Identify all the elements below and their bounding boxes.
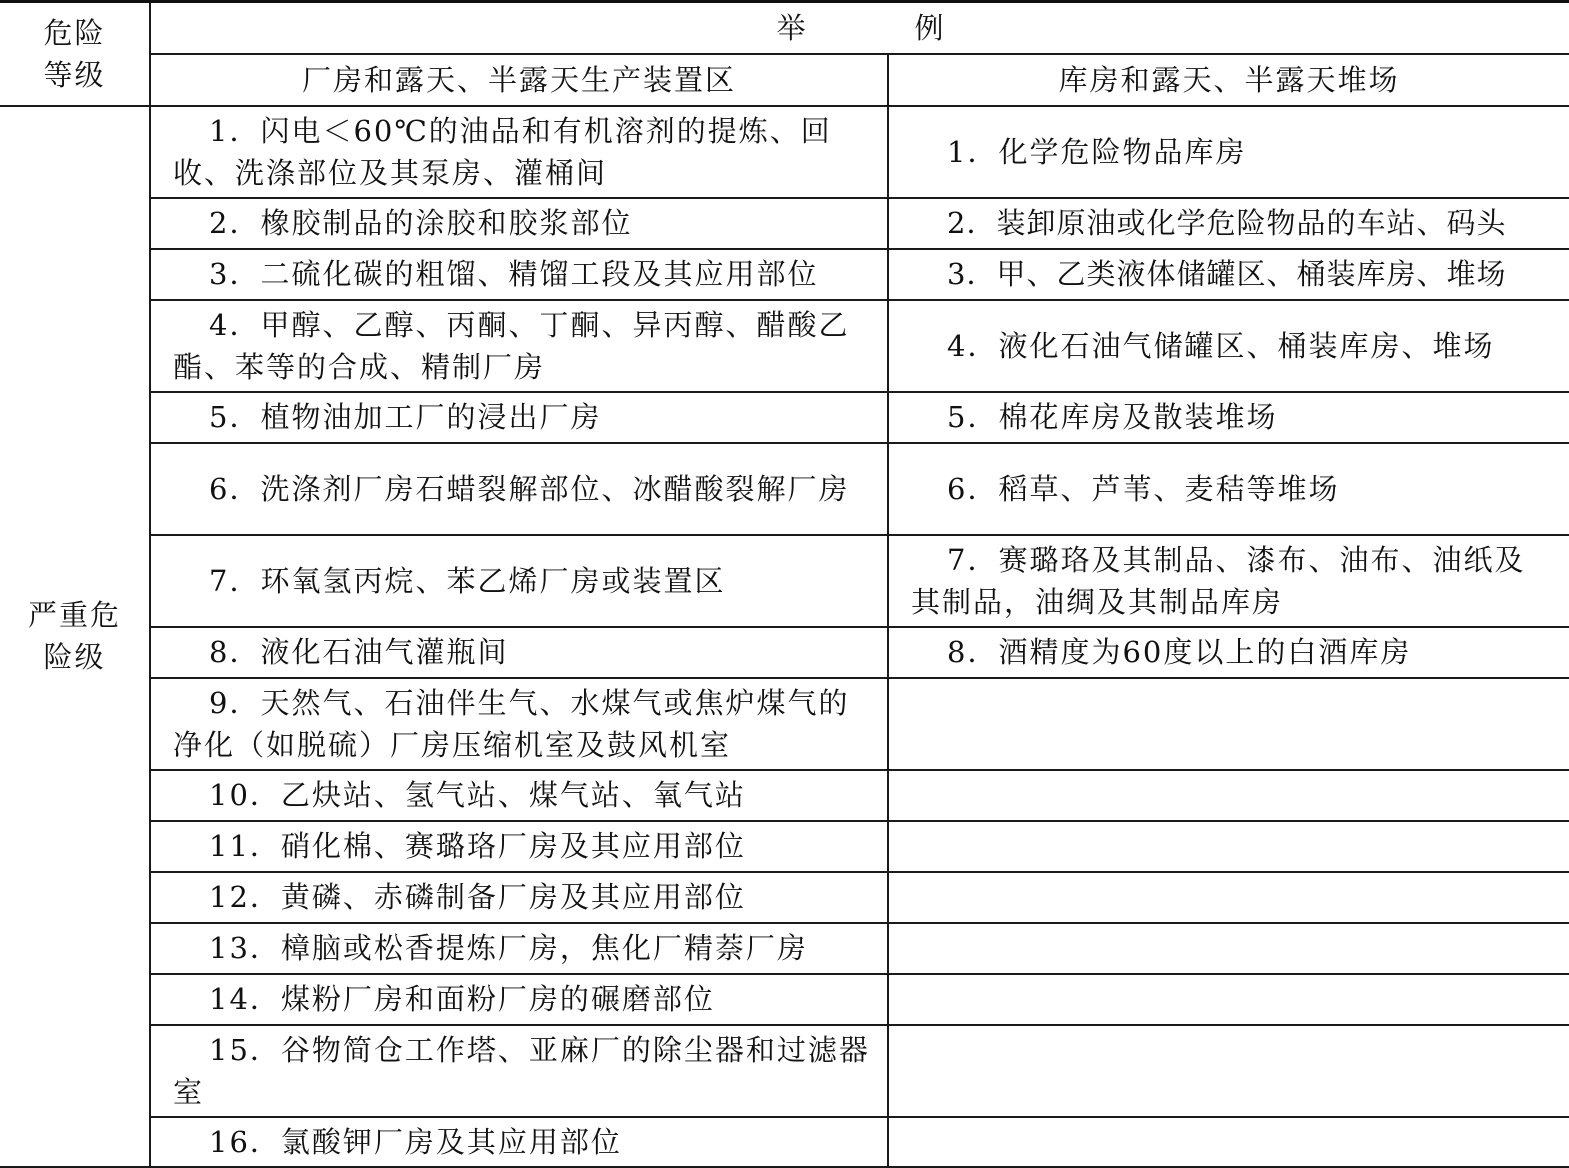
left-cell <box>150 1025 888 1117</box>
table-row <box>0 770 1569 821</box>
left-cell <box>150 249 888 300</box>
left-cell <box>150 923 888 974</box>
header-row-2 <box>0 54 1569 106</box>
right-cell-text: 1．化学危险物品库房 <box>947 134 1247 169</box>
right-cell <box>888 300 1569 392</box>
right-cell <box>888 770 1569 821</box>
level-header-cell <box>0 2 150 106</box>
left-cell <box>150 106 888 198</box>
left-cell <box>150 443 888 535</box>
left-cell <box>150 198 888 249</box>
left-cell-text: 3．二硫化碳的粗馏、精馏工段及其应用部位 <box>209 257 819 291</box>
right-cell <box>888 392 1569 443</box>
table-row <box>0 443 1569 535</box>
right-cell <box>888 106 1569 198</box>
table-row <box>0 1025 1569 1117</box>
left-cell <box>150 678 888 770</box>
right-cell <box>888 974 1569 1025</box>
table-row <box>0 1117 1569 1167</box>
left-cell <box>150 770 888 821</box>
right-cell <box>888 249 1569 300</box>
table-row <box>0 106 1569 198</box>
right-cell <box>888 535 1569 627</box>
right-cell-text: 6．稻草、芦苇、麦秸等堆场 <box>947 471 1340 506</box>
table-row <box>0 300 1569 392</box>
left-cell-text: 7．环氧氢丙烷、苯乙烯厂房或装置区 <box>209 563 726 598</box>
left-cell-text: 9．天然气、石油伴生气、水煤气或焦炉煤气的净化（如脱硫）厂房压缩机室及鼓风机室 <box>173 685 850 762</box>
left-cell-text: 15．谷物简仓工作塔、亚麻厂的除尘器和过滤器室 <box>173 1032 870 1109</box>
left-cell <box>150 872 888 923</box>
right-cell <box>888 923 1569 974</box>
right-cell-text: 4．液化石油气储罐区、桶装库房、堆场 <box>947 328 1495 363</box>
right-cell <box>888 821 1569 872</box>
left-cell <box>150 627 888 678</box>
left-cell-text: 2．橡胶制品的涂胶和胶浆部位 <box>209 206 633 240</box>
right-cell-text: 7．赛璐珞及其制品、漆布、油布、油纸及其制品，油绸及其制品库房 <box>911 542 1526 619</box>
level-value-text: 严重危险级 <box>27 598 121 674</box>
left-cell <box>150 392 888 443</box>
left-cell-text: 4．甲醇、乙醇、丙酮、丁酮、异丙醇、醋酸乙酯、苯等的合成、精制厂房 <box>173 307 850 384</box>
table-row <box>0 535 1569 627</box>
table-row <box>0 627 1569 678</box>
left-cell-text: 8．液化石油气灌瓶间 <box>209 635 509 669</box>
table-row <box>0 821 1569 872</box>
table-row <box>0 678 1569 770</box>
left-cell-text: 5．植物油加工厂的浸出厂房 <box>209 400 602 434</box>
right-cell-text: 2．装卸原油或化学危险物品的车站、码头 <box>947 206 1507 240</box>
left-cell-text: 14．煤粉厂房和面粉厂房的碾磨部位 <box>209 982 715 1016</box>
left-cell <box>150 821 888 872</box>
level-value-cell <box>0 106 150 1167</box>
right-cell-text: 5．棉花库房及散装堆场 <box>947 400 1278 434</box>
header-row-1 <box>0 2 1569 54</box>
col-left-header-cell <box>150 54 888 106</box>
table-row <box>0 872 1569 923</box>
right-cell <box>888 1117 1569 1167</box>
left-cell-text: 10．乙炔站、氢气站、煤气站、氧气站 <box>209 778 746 812</box>
example-header-text: 举 例 <box>776 10 984 45</box>
right-cell <box>888 872 1569 923</box>
table-row <box>0 249 1569 300</box>
left-cell-text: 11．硝化棉、赛璐珞厂房及其应用部位 <box>209 829 746 863</box>
left-cell <box>150 974 888 1025</box>
table-row <box>0 974 1569 1025</box>
col-right-header-cell <box>888 54 1569 106</box>
table-row <box>0 392 1569 443</box>
right-cell <box>888 678 1569 770</box>
table-row <box>0 198 1569 249</box>
col-right-header-text: 库房和露天、半露天堆场 <box>1058 62 1400 97</box>
right-cell <box>888 627 1569 678</box>
left-cell <box>150 535 888 627</box>
left-cell <box>150 1117 888 1167</box>
left-cell-text: 6．洗涤剂厂房石蜡裂解部位、冰醋酸裂解厂房 <box>209 471 850 506</box>
right-cell <box>888 443 1569 535</box>
left-cell-text: 13．樟脑或松香提炼厂房，焦化厂精萘厂房 <box>209 931 808 965</box>
right-cell <box>888 198 1569 249</box>
level-header-text: 危险等级 <box>43 15 106 92</box>
table-row <box>0 923 1569 974</box>
right-cell <box>888 1025 1569 1117</box>
left-cell-text: 16．氯酸钾厂房及其应用部位 <box>209 1124 622 1159</box>
col-left-header-text: 厂房和露天、半露天生产装置区 <box>301 62 736 97</box>
left-cell-text: 1．闪电＜60℃的油品和有机溶剂的提炼、回收、洗涤部位及其泵房、灌桶间 <box>173 113 832 190</box>
left-cell-text: 12．黄磷、赤磷制备厂房及其应用部位 <box>209 880 746 914</box>
right-cell-text: 3．甲、乙类液体储罐区、桶装库房、堆场 <box>947 257 1507 291</box>
example-header-cell <box>150 2 1569 54</box>
right-cell-text: 8．酒精度为60度以上的白酒库房 <box>947 635 1412 669</box>
left-cell <box>150 300 888 392</box>
